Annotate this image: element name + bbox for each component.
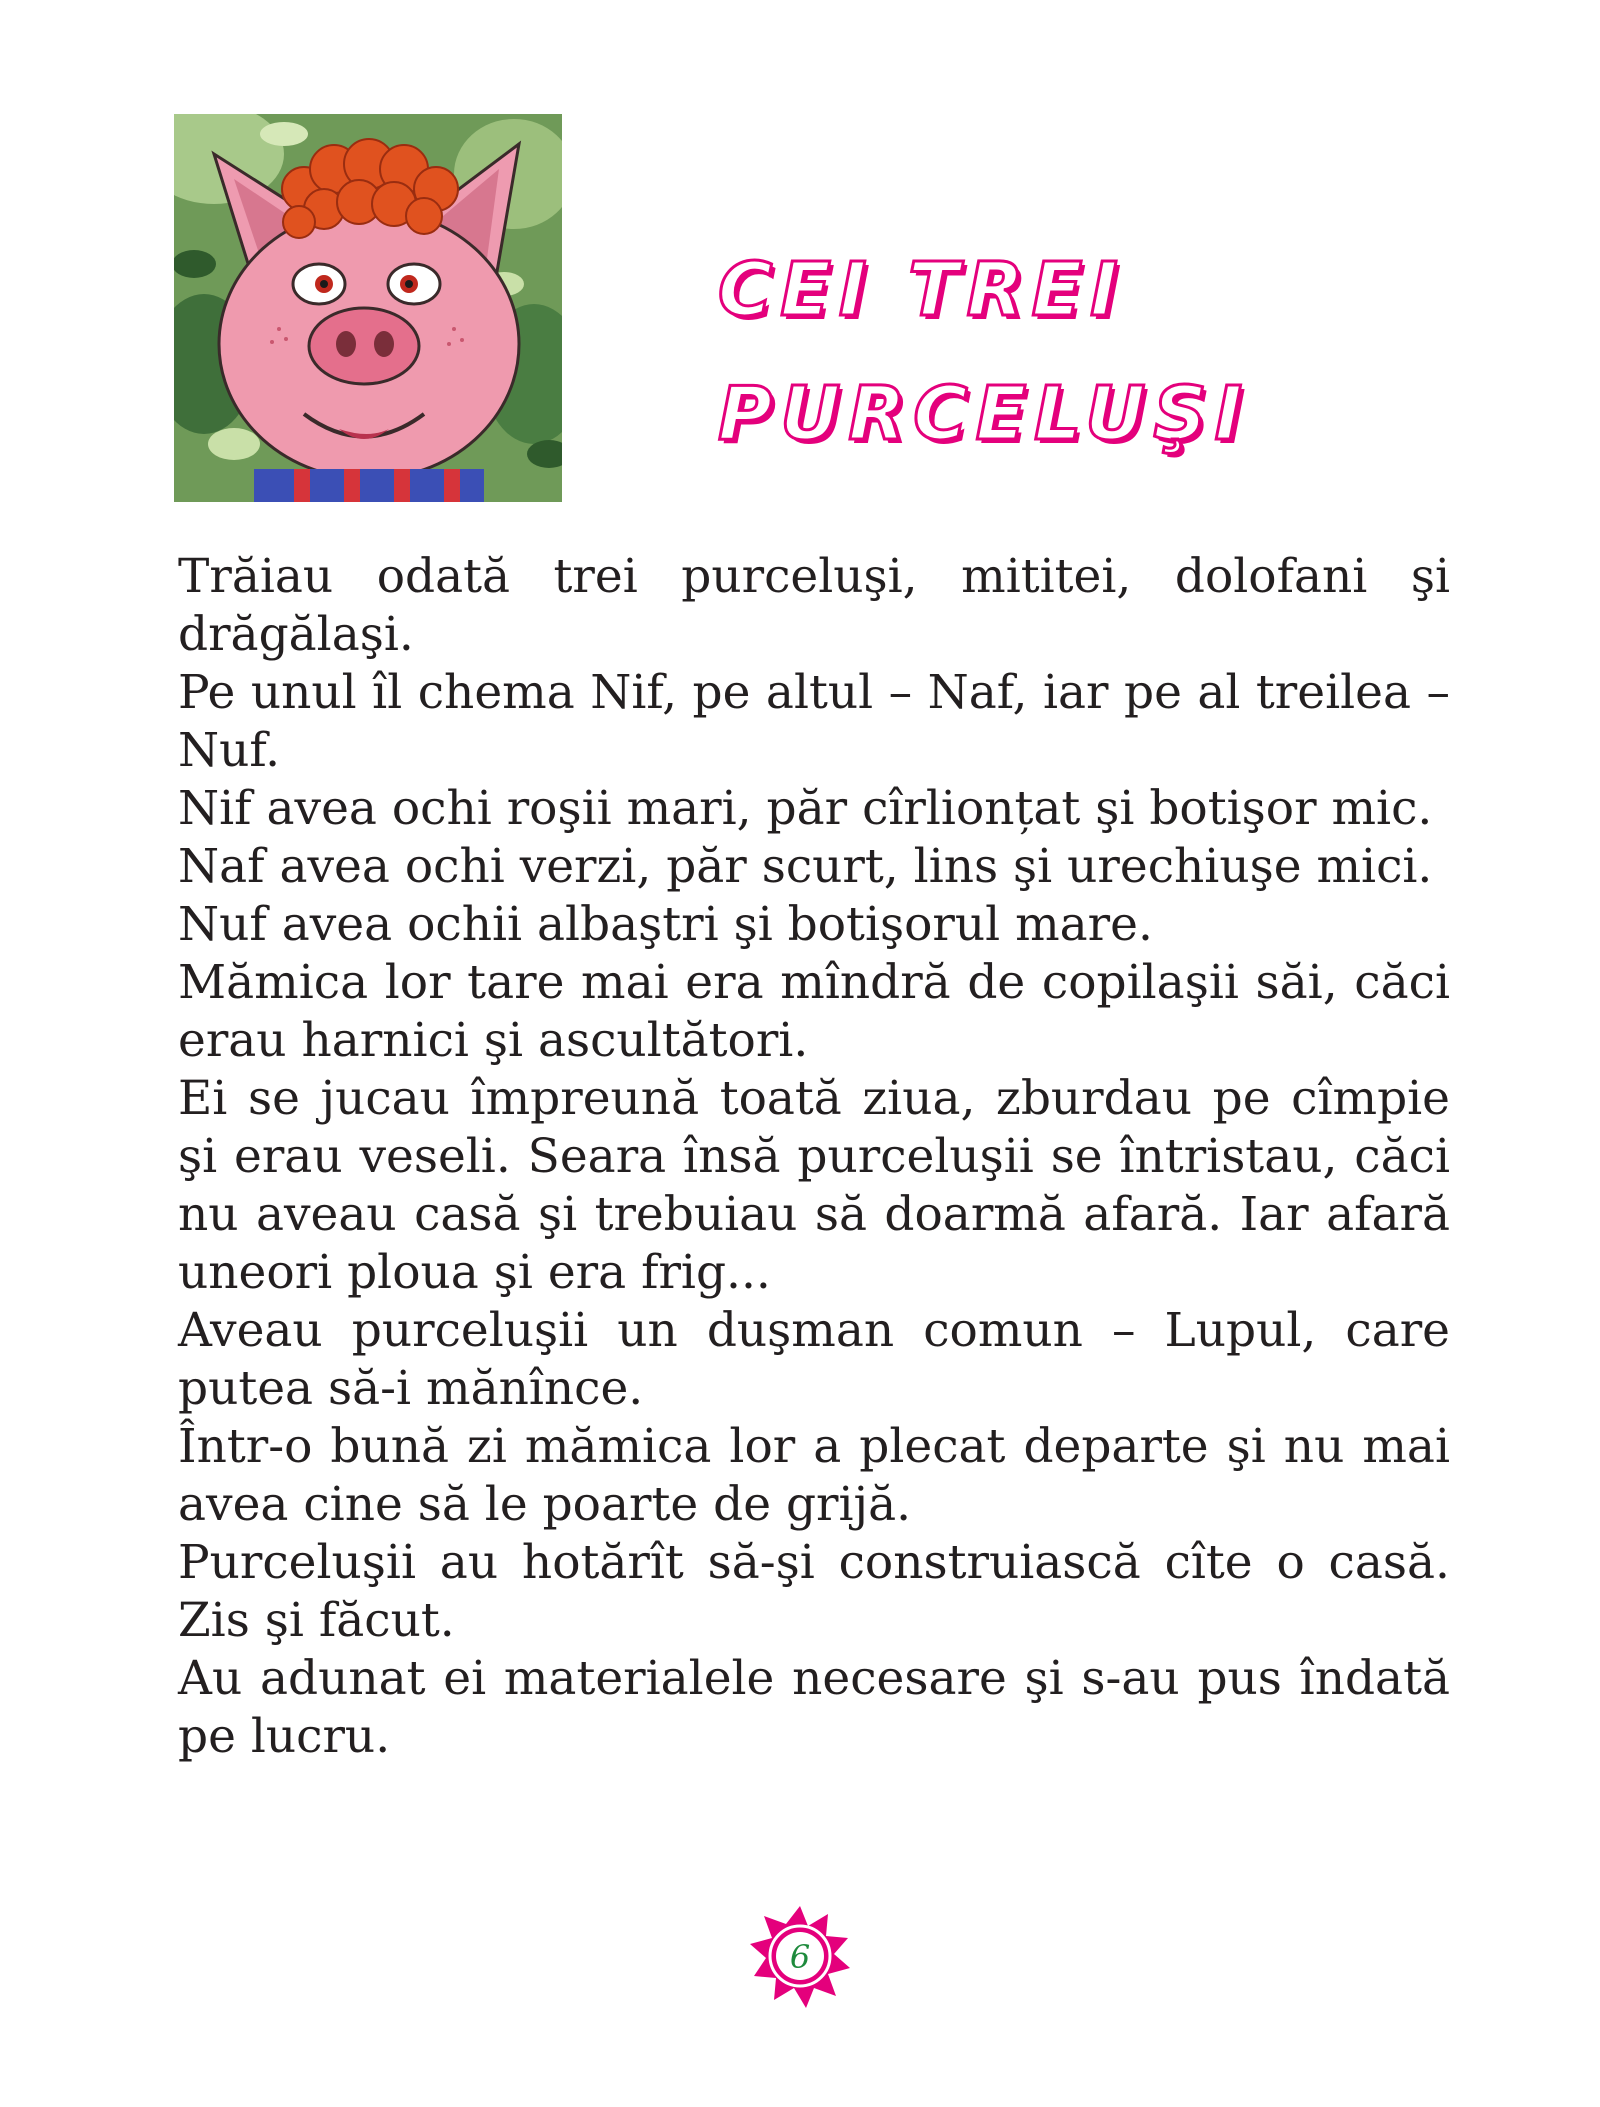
story-paragraph: Trăiau odată trei purceluşi, mititei, dolofani şi drăgălaşi. xyxy=(178,549,1450,662)
story-text xyxy=(178,548,1450,1766)
page-number: 6 xyxy=(789,1938,811,1976)
page-number-badge xyxy=(748,1904,852,2008)
story-paragraph: Într-o bună zi mămica lor a plecat departe şi nu mai avea cine să le poarte de grijă. xyxy=(178,1419,1450,1532)
story-title-line-2: PURCELUŞI xyxy=(718,371,1251,457)
story-paragraph: Nuf avea ochii albaştri şi botişorul mare. xyxy=(178,897,1153,952)
story-title xyxy=(718,228,1518,476)
story-title-line-1: CEI TREI xyxy=(718,247,1126,333)
story-paragraph: Naf avea ochi verzi, păr scurt, lins şi urechiuşe mici. xyxy=(178,839,1433,894)
story-paragraph: Mămica lor tare mai era mîndră de copilaşii săi, căci erau harnici şi ascultători. xyxy=(178,955,1450,1068)
story-paragraph: Aveau purceluşii un duşman comun – Lupul, care putea să-i mănînce. xyxy=(178,1303,1450,1416)
story-paragraph: Nif avea ochi roşii mari, păr cîrlionțat şi botişor mic. xyxy=(178,781,1433,836)
story-paragraph: Ei se jucau împreună toată ziua, zburdau pe cîmpie şi erau veseli. Seara însă purceluşii se întristau, căci nu aveau casă şi trebuiau să doarmă afară. Iar afară uneori ploua şi era frig... xyxy=(178,1071,1450,1300)
story-paragraph: Pe unul îl chema Nif, pe altul – Naf, iar pe al treilea – Nuf. xyxy=(178,665,1450,778)
pig-illustration xyxy=(174,114,562,502)
story-paragraph: Purceluşii au hotărît să-şi construiască cîte o casă. Zis şi făcut. xyxy=(178,1535,1450,1648)
story-paragraph: Au adunat ei materialele necesare şi s-au pus îndată pe lucru. xyxy=(178,1651,1450,1764)
